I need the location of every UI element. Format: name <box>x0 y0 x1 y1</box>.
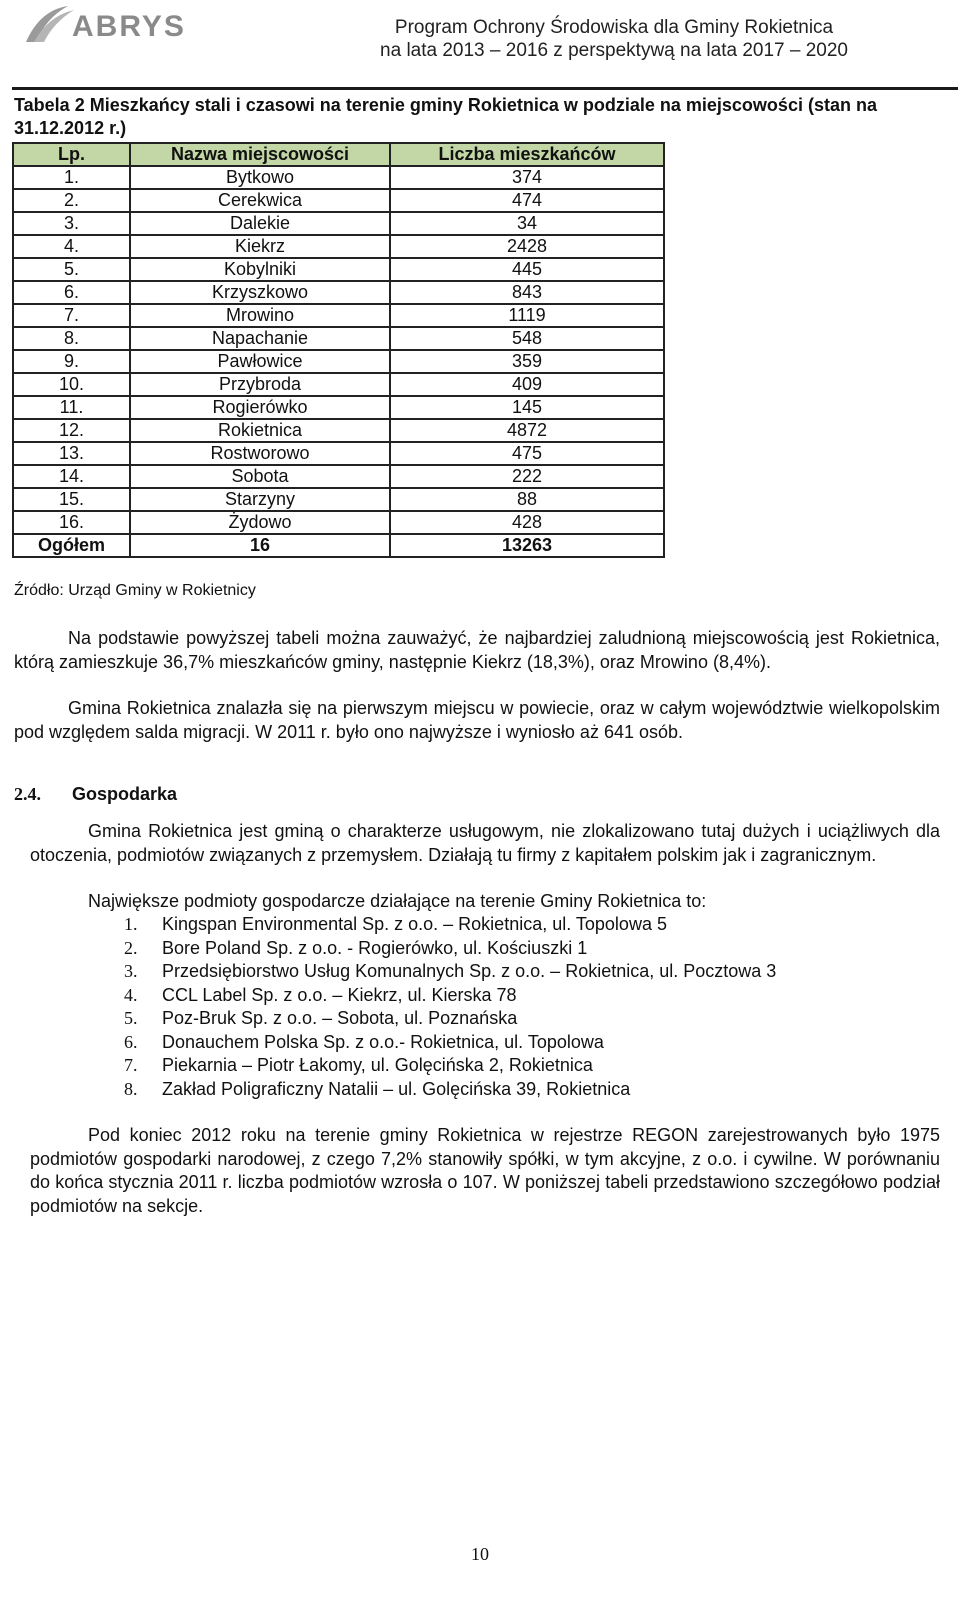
list-item-text: Przedsiębiorstwo Usług Komunalnych Sp. z o.o. – Rokietnica, ul. Pocztowa 3 <box>162 961 777 981</box>
cell-count: 445 <box>390 258 664 281</box>
table-row <box>13 166 664 189</box>
cell-count: 359 <box>390 350 664 373</box>
list-item-number: 8. <box>124 1078 138 1099</box>
table-caption: Tabela 2 Mieszkańcy stali i czasowi na terenie gminy Rokietnica w podziale na miejscowości (stan na 31.12.2012 r.) <box>14 95 877 138</box>
table-row <box>13 373 664 396</box>
paragraph-regon: Pod koniec 2012 roku na terenie gminy Rokietnica w rejestrze REGON zarejestrowanych było 1975 podmiotów gospodarki narodowej, z czego 7,2% stanowiły spółki, w tym akcyjne, z o.o. i cywilne. W porównaniu do końca stycznia 2011 r. liczba podmiotów wzrosła o 107. W poniższej tabeli przedstawiono szczegółowo podział podmiotów na sekcje. <box>30 1125 940 1216</box>
table-row <box>13 488 664 511</box>
firms-list <box>124 913 776 1101</box>
list-item <box>124 937 776 961</box>
cell-lp: 15. <box>13 488 130 511</box>
cell-lp: 8. <box>13 327 130 350</box>
cell-count: 222 <box>390 465 664 488</box>
cell-count: 34 <box>390 212 664 235</box>
list-item <box>124 1054 776 1078</box>
cell-name: Krzyszkowo <box>130 281 390 304</box>
total-cell-count: 13263 <box>390 534 664 557</box>
list-item-text: Piekarnia – Piotr Łakomy, ul. Golęcińska 2, Rokietnica <box>162 1055 593 1075</box>
document-title <box>380 16 848 62</box>
list-item-text: Zakład Poligraficzny Natalii – ul. Golęcińska 39, Rokietnica <box>162 1078 631 1099</box>
cell-lp: 4. <box>13 235 130 258</box>
list-item-number: 3. <box>124 961 138 981</box>
cell-count: 475 <box>390 442 664 465</box>
cell-name: Kobylniki <box>130 258 390 281</box>
list-item <box>124 1078 776 1102</box>
cell-lp: 12. <box>13 419 130 442</box>
list-item <box>124 984 776 1008</box>
list-item <box>124 1031 776 1055</box>
cell-name: Przybroda <box>130 373 390 396</box>
table-row <box>13 396 664 419</box>
section-title: Gospodarka <box>72 784 178 804</box>
table-source: Źródło: Urząd Gminy w Rokietnicy <box>14 582 256 599</box>
table-row <box>13 189 664 212</box>
cell-name: Starzyny <box>130 488 390 511</box>
list-item <box>124 913 776 937</box>
cell-count: 843 <box>390 281 664 304</box>
list-item-text: CCL Label Sp. z o.o. – Kiekrz, ul. Kierska 78 <box>162 984 517 1005</box>
table-row <box>13 465 664 488</box>
cell-lp: 11. <box>13 396 130 419</box>
cell-lp: 14. <box>13 465 130 488</box>
cell-lp: 7. <box>13 304 130 327</box>
cell-lp: 5. <box>13 258 130 281</box>
list-item-text: Donauchem Polska Sp. z o.o.- Rokietnica, ul. Topolowa <box>162 1031 604 1052</box>
abrys-logo <box>22 2 202 48</box>
table-row <box>13 212 664 235</box>
cell-count: 2428 <box>390 235 664 258</box>
document-title-line1: Program Ochrony Środowiska dla Gminy Rokietnica <box>394 17 834 38</box>
cell-name: Pawłowice <box>130 350 390 373</box>
list-item-number: 2. <box>124 937 138 958</box>
cell-count: 145 <box>390 396 664 419</box>
list-item <box>124 1007 776 1031</box>
cell-lp: 16. <box>13 511 130 534</box>
table-header-row <box>13 143 664 166</box>
list-item-number: 1. <box>124 914 138 934</box>
cell-name: Kiekrz <box>130 235 390 258</box>
cell-name: Rostworowo <box>130 442 390 465</box>
cell-count: 548 <box>390 327 664 350</box>
table-row <box>13 281 664 304</box>
total-cell-name: 16 <box>130 534 390 557</box>
paragraph-firms-intro: Największe podmioty gospodarcze działające na terenie Gminy Rokietnica to: <box>88 891 707 911</box>
table-row <box>13 235 664 258</box>
cell-name: Żydowo <box>130 511 390 534</box>
cell-lp: 2. <box>13 189 130 212</box>
cell-name: Bytkowo <box>130 166 390 189</box>
paragraph-population: Na podstawie powyższej tabeli można zauważyć, że najbardziej zaludnioną miejscowością jest Rokietnica, którą zamieszkuje 36,7% mieszkańców gminy, następnie Kiekrz (18,3%), oraz Mrowino (8,4%). <box>14 628 940 672</box>
cell-count: 88 <box>390 488 664 511</box>
table-row <box>13 304 664 327</box>
cell-count: 409 <box>390 373 664 396</box>
cell-count: 1119 <box>390 304 664 327</box>
page-header <box>0 0 960 90</box>
page-number: 10 <box>471 1544 489 1564</box>
header-divider <box>12 87 958 90</box>
cell-lp: 1. <box>13 166 130 189</box>
cell-lp: 3. <box>13 212 130 235</box>
list-item-number: 5. <box>124 1008 138 1028</box>
cell-name: Rokietnica <box>130 419 390 442</box>
table-total-row <box>13 534 664 557</box>
list-item-number: 4. <box>124 984 138 1005</box>
cell-count: 474 <box>390 189 664 212</box>
logo-text: ABRYS <box>72 10 186 43</box>
cell-lp: 9. <box>13 350 130 373</box>
cell-name: Sobota <box>130 465 390 488</box>
table-row <box>13 327 664 350</box>
table-row <box>13 350 664 373</box>
table-row <box>13 419 664 442</box>
list-item-number: 7. <box>124 1055 138 1075</box>
paragraph-migration: Gmina Rokietnica znalazła się na pierwszym miejscu w powiecie, oraz w całym województwie wielkopolskim pod względem salda migracji. W 2011 r. było ono najwyższe i wyniosło aż 641 osób. <box>14 698 940 742</box>
population-table <box>12 142 665 558</box>
cell-count: 374 <box>390 166 664 189</box>
cell-count: 4872 <box>390 419 664 442</box>
total-cell-lp: Ogółem <box>13 534 130 557</box>
cell-name: Dalekie <box>130 212 390 235</box>
cell-name: Napachanie <box>130 327 390 350</box>
list-item-number: 6. <box>124 1031 138 1052</box>
table-row <box>13 258 664 281</box>
table-row <box>13 511 664 534</box>
cell-lp: 6. <box>13 281 130 304</box>
cell-count: 428 <box>390 511 664 534</box>
column-header-count: Liczba mieszkańców <box>390 143 664 166</box>
list-item-text: Kingspan Environmental Sp. z o.o. – Rokietnica, ul. Topolowa 5 <box>162 914 667 934</box>
cell-lp: 13. <box>13 442 130 465</box>
cell-name: Mrowino <box>130 304 390 327</box>
list-item-text: Bore Poland Sp. z o.o. - Rogierówko, ul. Kościuszki 1 <box>162 937 588 958</box>
table-row <box>13 442 664 465</box>
section-number: 2.4. <box>14 784 41 804</box>
column-header-lp: Lp. <box>13 143 130 166</box>
list-item-text: Poz-Bruk Sp. z o.o. – Sobota, ul. Poznańska <box>162 1008 518 1028</box>
list-item <box>124 960 776 984</box>
column-header-name: Nazwa miejscowości <box>130 143 390 166</box>
document-title-line2: na lata 2013 – 2016 z perspektywą na lata 2017 – 2020 <box>380 40 848 61</box>
cell-lp: 10. <box>13 373 130 396</box>
paragraph-economy: Gmina Rokietnica jest gminą o charakterze usługowym, nie zlokalizowano tutaj dużych i uciążliwych dla otoczenia, podmiotów związanych z przemysłem. Działają tu firmy z kapitałem polskim jak i zagranicznym. <box>30 821 940 865</box>
cell-name: Cerekwica <box>130 189 390 212</box>
cell-name: Rogierówko <box>130 396 390 419</box>
